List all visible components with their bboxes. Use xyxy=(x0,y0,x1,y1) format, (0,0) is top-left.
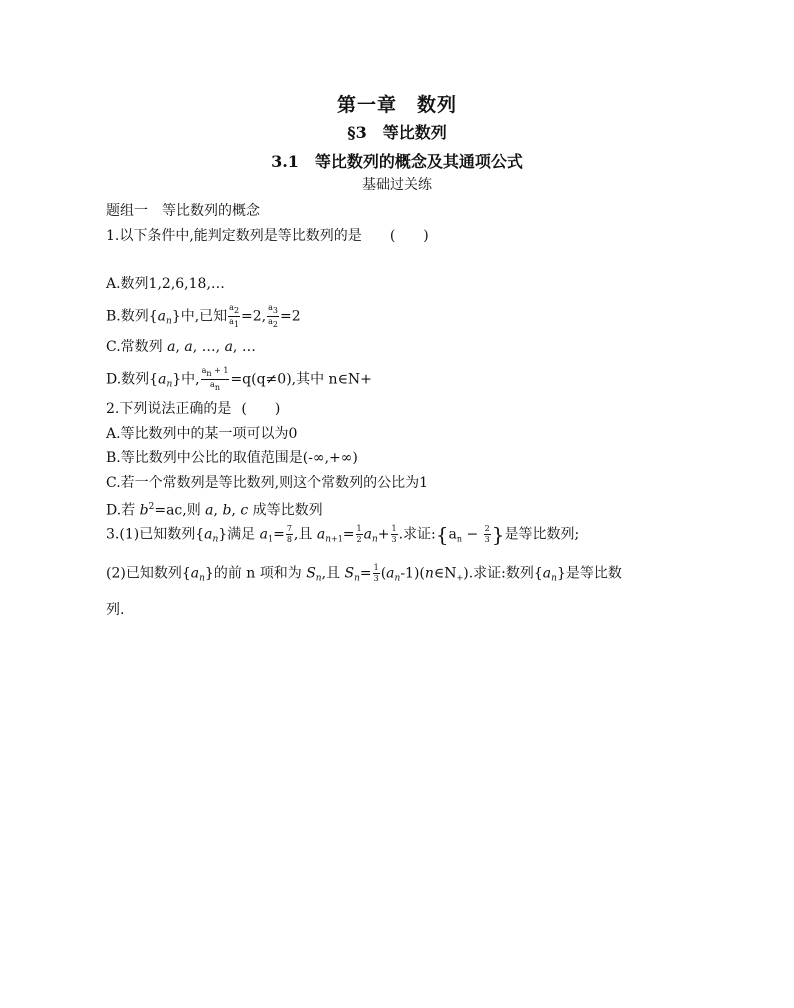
practice-label: 基础过关练 xyxy=(362,177,432,193)
q2-option-d: D.若 $b^2=ac$,则 a, b, c 成等比数列 xyxy=(106,502,323,519)
fraction-1-over-3-b: $\frac{1}{3}$ xyxy=(373,563,379,583)
fraction-a2-over-a1: $\frac{a2}{a1}$ xyxy=(229,303,240,329)
fraction-1-over-3: $\frac{1}{3}$ xyxy=(391,524,397,544)
fraction-2-over-3: $\frac{2}{3}$ xyxy=(484,524,490,544)
fraction-a3-over-a2: $\frac{a3}{a2}$ xyxy=(268,303,279,329)
q2-stem: 2.下列说法正确的是 xyxy=(106,401,232,417)
q3-part2-line2: 列. xyxy=(106,602,125,618)
fraction-an1-over-an: $\frac{an + 1}{an}$ xyxy=(201,366,229,392)
q2-option-b: B.等比数列中公比的取值范围是(-∞,+∞) xyxy=(106,450,358,466)
q1-stem: 1.以下条件中,能判定数列是等比数列的是 xyxy=(106,228,362,244)
q3-part1: 3.(1)已知数列$\{a_n\}$满足 $a_1=$ $\frac{7}{8}$ ,且 $a_{n+1}=$ $\frac{1}{2}$ $a_n+$ $\frac{1}{3}$ .求证$:\{a_n$ − $\frac{2}{3}$ }是等比数列; xyxy=(106,522,580,547)
q1-option-c: C.常数列 a, a, …, a, … xyxy=(106,339,256,355)
chapter-title: 第一章 数列 xyxy=(336,94,457,116)
q1-option-a: A.数列1,2,6,18,… xyxy=(106,276,225,292)
section-title: §3 等比数列 xyxy=(347,123,447,142)
q2-option-a: A.等比数列中的某一项可以为0 xyxy=(106,426,298,442)
q1-option-d: D.数列$\{a_n\}$中, $\frac{an + 1}{an}$ =q(q≠0),其中 n∈N+ xyxy=(106,366,372,392)
group1-label: 题组一 等比数列的概念 xyxy=(106,203,260,219)
q2-option-c: C.若一个常数列是等比数列,则这个常数列的公比为1 xyxy=(106,475,429,491)
q2-stem-line xyxy=(106,399,280,419)
q3-part2-line1: (2)已知数列$\{a_n\}$的前 n 项和为 $S_n$,且 $S_n=$ $\frac{1}{3}$ $(a_n-1)(n\in N_+)$.求证:数列$\{a_n\}$是等比数 xyxy=(106,563,622,584)
q1-stem-line xyxy=(106,226,429,246)
fraction-7-over-8: $\frac{7}{8}$ xyxy=(286,524,292,544)
fraction-1-over-2: $\frac{1}{2}$ xyxy=(356,524,362,544)
q1-answer-paren: ( ) xyxy=(389,228,429,244)
q2-answer-paren: ( ) xyxy=(241,401,281,417)
q1-option-b: B.数列$\{a_n\}$中,已知 $\frac{a2}{a1}$ =2, $\frac{a3}{a2}$ =2 xyxy=(106,303,301,329)
subsection-title: 3.1 等比数列的概念及其通项公式 xyxy=(271,152,523,171)
